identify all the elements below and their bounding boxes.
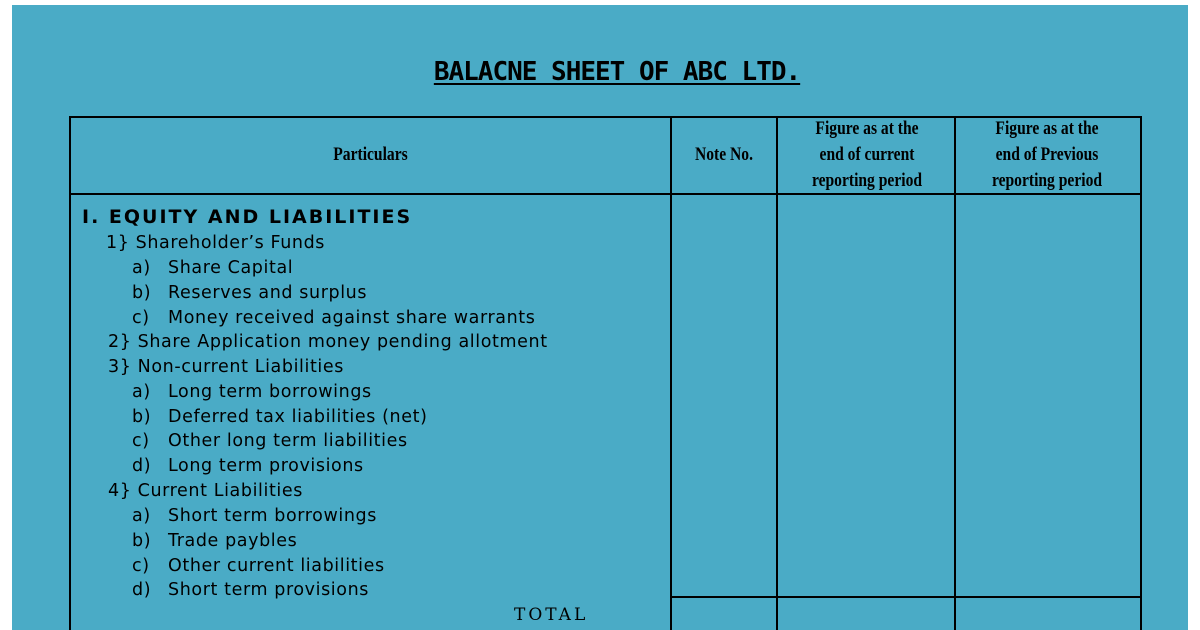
header-current-line: reporting period: [811, 170, 923, 191]
list-item: [132, 506, 377, 526]
header-note-no: Note No.: [695, 144, 753, 165]
list-item: [132, 580, 369, 600]
item-marker: a): [132, 506, 151, 526]
item-text: Long term borrowings: [168, 382, 372, 402]
item-text: 4} Current Liabilities: [108, 481, 303, 501]
item-marker: a): [132, 382, 151, 402]
list-item: [132, 407, 428, 427]
header-current-line: Figure as at the: [815, 118, 919, 139]
item-text: 3} Non-current Liabilities: [108, 357, 344, 377]
item-text: Deferred tax liabilities (net): [168, 407, 428, 427]
list-item: [132, 431, 408, 451]
list-item: [132, 283, 367, 303]
document-page: [12, 5, 1188, 630]
table-left-border: [69, 116, 71, 630]
header-previous-line: Figure as at the: [995, 118, 1099, 139]
item-marker: c): [132, 431, 150, 451]
header-current-line: end of current: [819, 144, 915, 165]
list-item: [132, 382, 372, 402]
list-item: [108, 481, 303, 501]
header-current-period: [773, 116, 962, 194]
item-marker: c): [132, 308, 150, 328]
header-previous-line: end of Previous: [995, 144, 1099, 165]
list-item: [132, 556, 385, 576]
list-item: [132, 258, 293, 278]
item-text: Short term provisions: [168, 580, 369, 600]
list-item: [108, 357, 344, 377]
item-text: 1} Shareholder’s Funds: [106, 233, 326, 253]
item-marker: b): [132, 283, 152, 303]
item-text: Reserves and surplus: [168, 283, 368, 303]
item-text: Other current liabilities: [168, 556, 385, 576]
item-marker: a): [132, 258, 151, 278]
list-item: [132, 456, 364, 476]
item-marker: b): [132, 531, 152, 551]
header-previous-period: [953, 116, 1142, 194]
item-text: Money received against share warrants: [168, 308, 536, 328]
list-item: [106, 233, 325, 253]
col-divider-particulars: [670, 116, 672, 630]
document-title: BALACNE SHEET OF ABC LTD.: [433, 57, 801, 87]
item-marker: d): [132, 456, 152, 476]
header-particulars: Particulars: [333, 144, 408, 165]
item-marker: d): [132, 580, 152, 600]
item-text: Short term borrowings: [168, 506, 377, 526]
item-marker: b): [132, 407, 152, 427]
item-text: Long term provisions: [168, 456, 364, 476]
section-heading: I. EQUITY AND LIABILITIES: [82, 206, 413, 228]
list-item: [132, 531, 297, 551]
item-text: Other long term liabilities: [168, 431, 408, 451]
total-row-border: [671, 596, 1142, 598]
item-marker: c): [132, 556, 150, 576]
list-item: [132, 308, 535, 328]
item-text: 2} Share Application money pending allotment: [108, 332, 548, 352]
item-text: Trade paybles: [168, 531, 298, 551]
list-item: [108, 332, 548, 352]
total-label: TOTAL: [514, 605, 589, 625]
item-text: Share Capital: [168, 258, 294, 278]
header-previous-line: reporting period: [991, 170, 1103, 191]
